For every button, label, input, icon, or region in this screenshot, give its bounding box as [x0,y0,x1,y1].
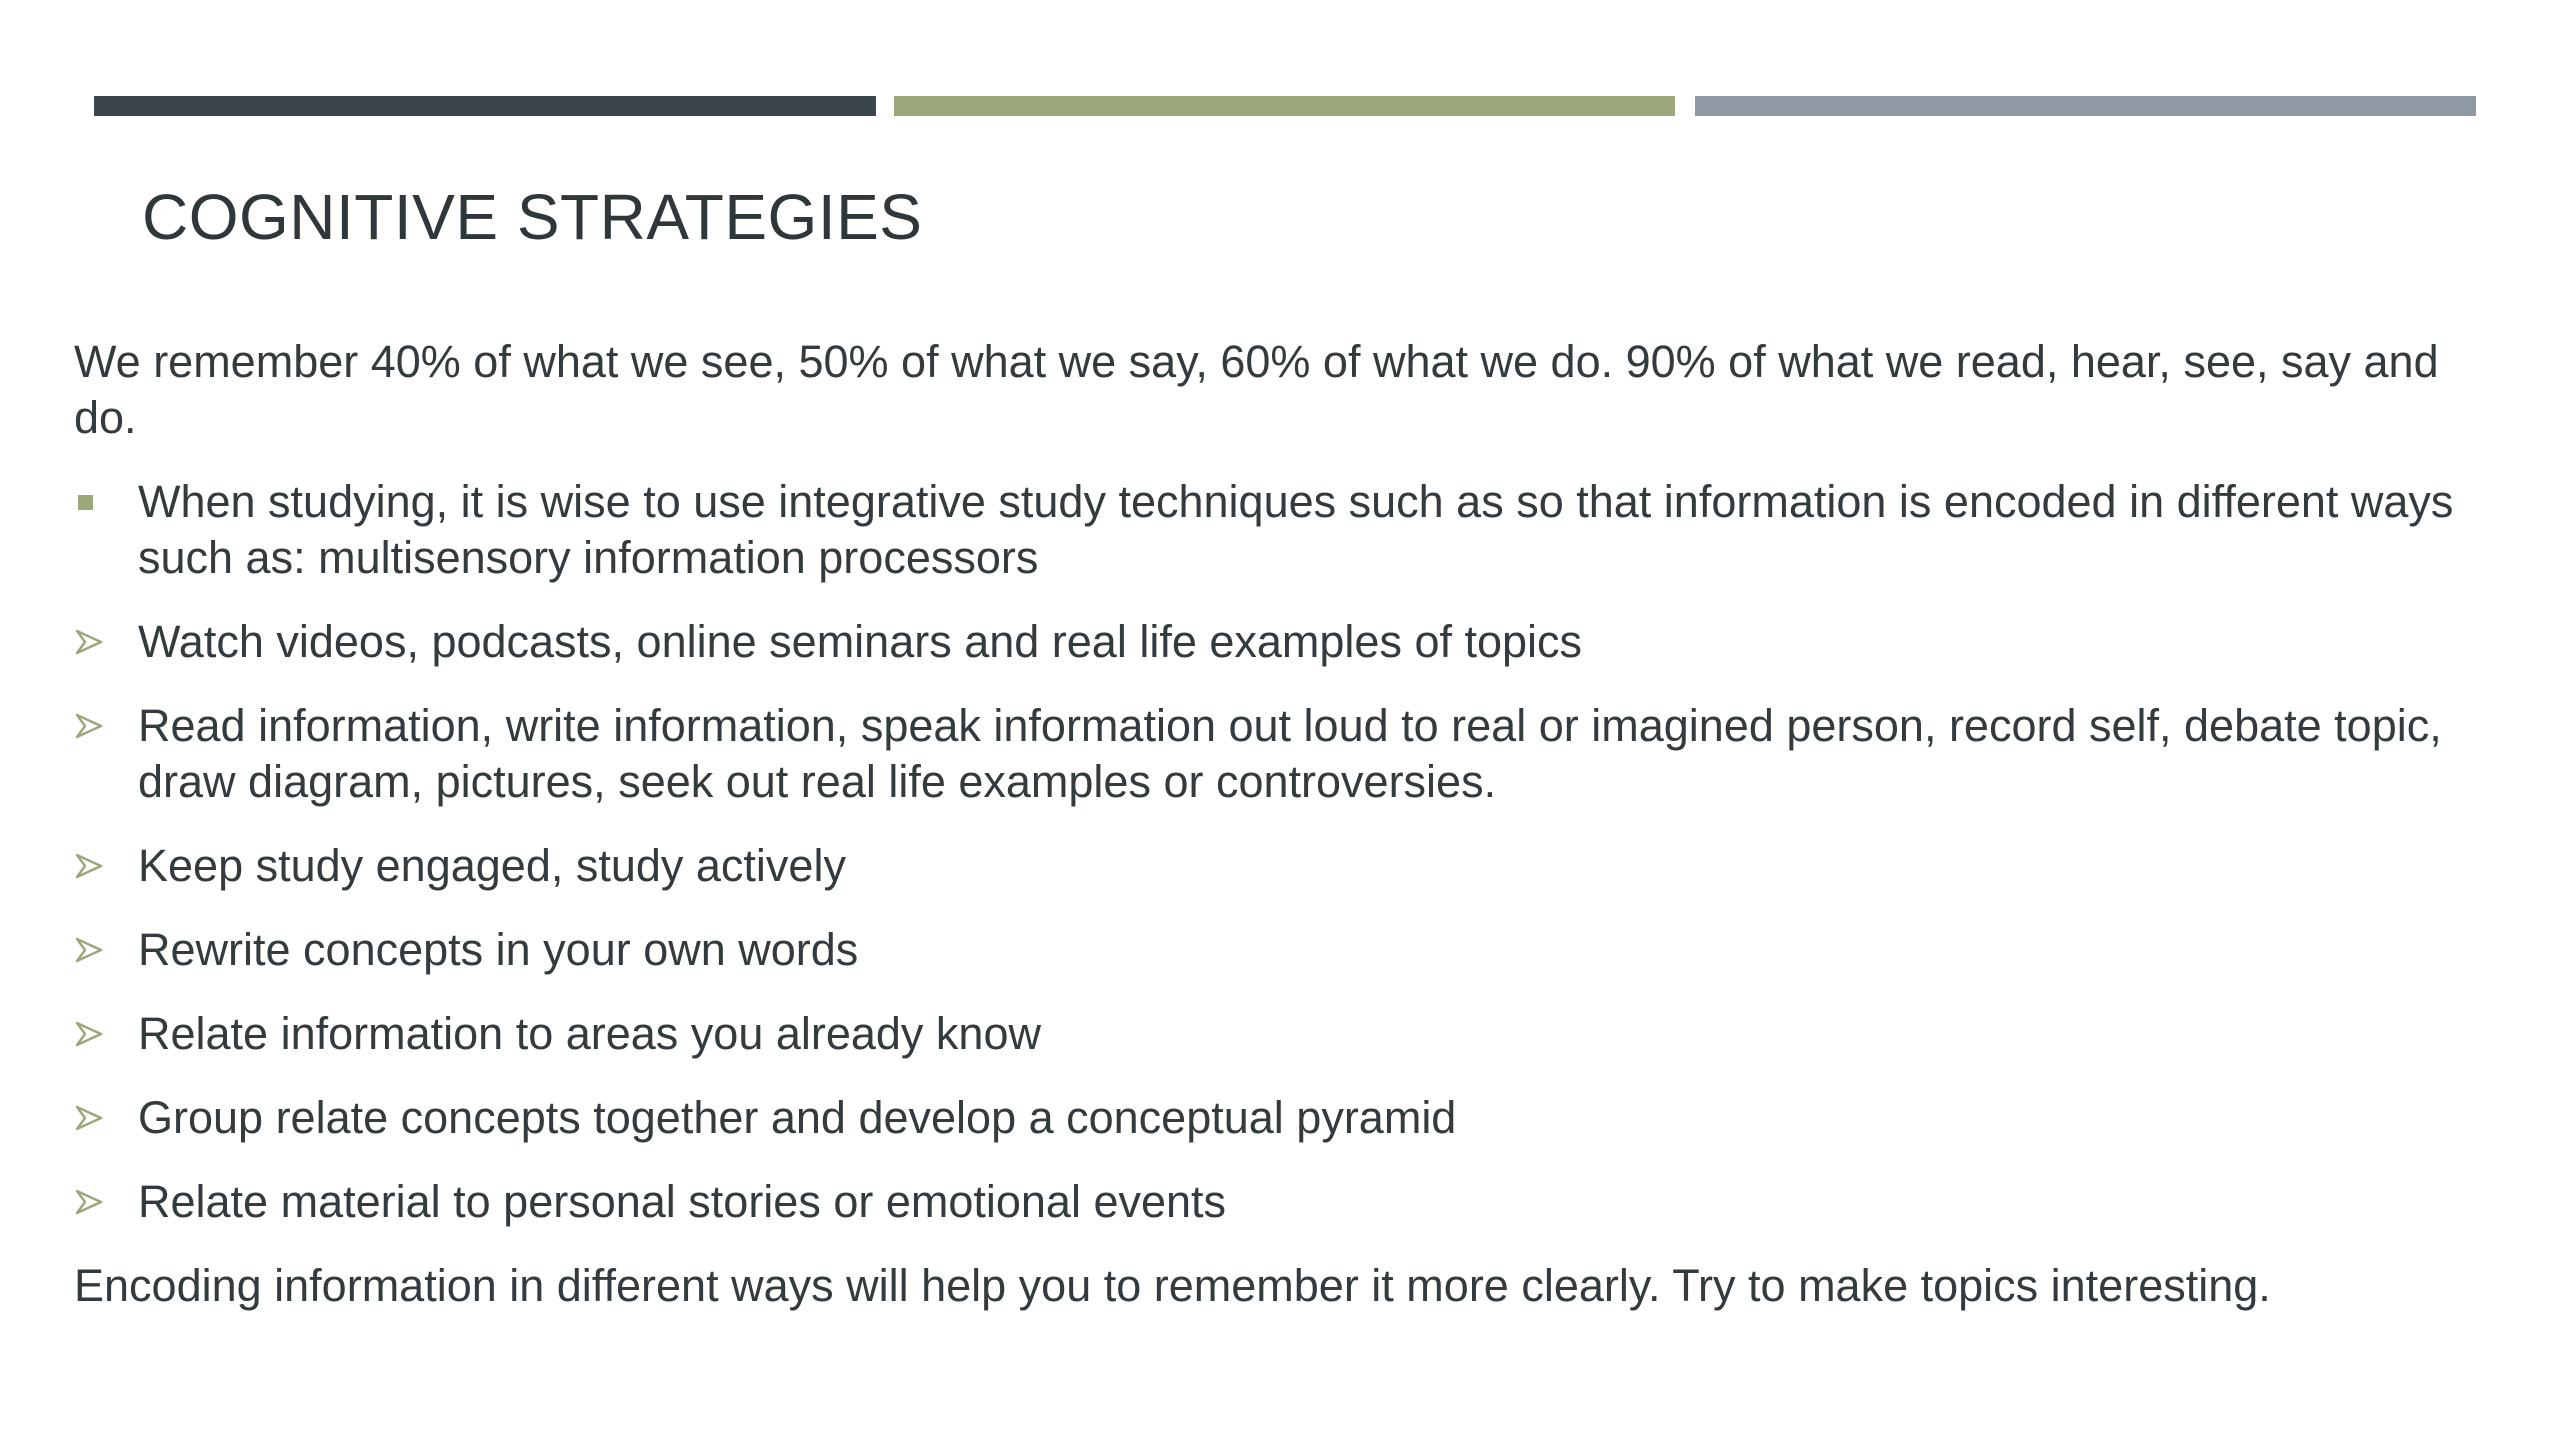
list-item [74,474,2504,586]
list-item-text: When studying, it is wise to use integrative study techniques such as so that information is encoded in different ways such as: multisensory information processors [138,476,2454,583]
list-item [74,838,2504,894]
arrow-bullet-icon [74,614,114,670]
list-item-text: Watch videos, podcasts, online seminars and real life examples of topics [138,616,1583,667]
arrow-bullet-icon [74,1174,114,1230]
arrow-bullet-icon [74,1090,114,1146]
list-item-text: Relate material to personal stories or emotional events [138,1176,1227,1227]
list-item-text: Group relate concepts together and develop a conceptual pyramid [138,1092,1457,1143]
list-item-text: Read information, write information, speak information out loud to real or imagined person, record self, debate topic, draw diagram, pictures, seek out real life examples or controversies. [138,700,2442,807]
arrow-bullet-icon [74,698,114,754]
square-bullet-icon [74,474,114,530]
accent-bar-dark [94,96,876,116]
list-item-text: Rewrite concepts in your own words [138,924,859,975]
intro-paragraph: We remember 40% of what we see, 50% of what we say, 60% of what we do. 90% of what we read, hear, see, say and do. [74,336,2439,443]
list-item [74,698,2504,810]
accent-bar-green [894,96,1675,116]
slide-body [74,334,2504,1342]
list-item [74,614,2504,670]
list-item [74,1090,2504,1146]
arrow-bullet-icon [74,1006,114,1062]
arrow-bullet-icon [74,838,114,894]
list-item [74,922,2504,978]
closing-paragraph: Encoding information in different ways will help you to remember it more clearly. Try to make topics interesting. [74,1260,2271,1311]
arrow-bullet-icon [74,922,114,978]
accent-bar-gray [1695,96,2476,116]
slide-title: COGNITIVE STRATEGIES [142,181,923,253]
list-item [74,1174,2504,1230]
list-item-text: Keep study engaged, study actively [138,840,846,891]
strategy-list [74,474,2504,1230]
list-item [74,1006,2504,1062]
list-item-text: Relate information to areas you already know [138,1008,1041,1059]
